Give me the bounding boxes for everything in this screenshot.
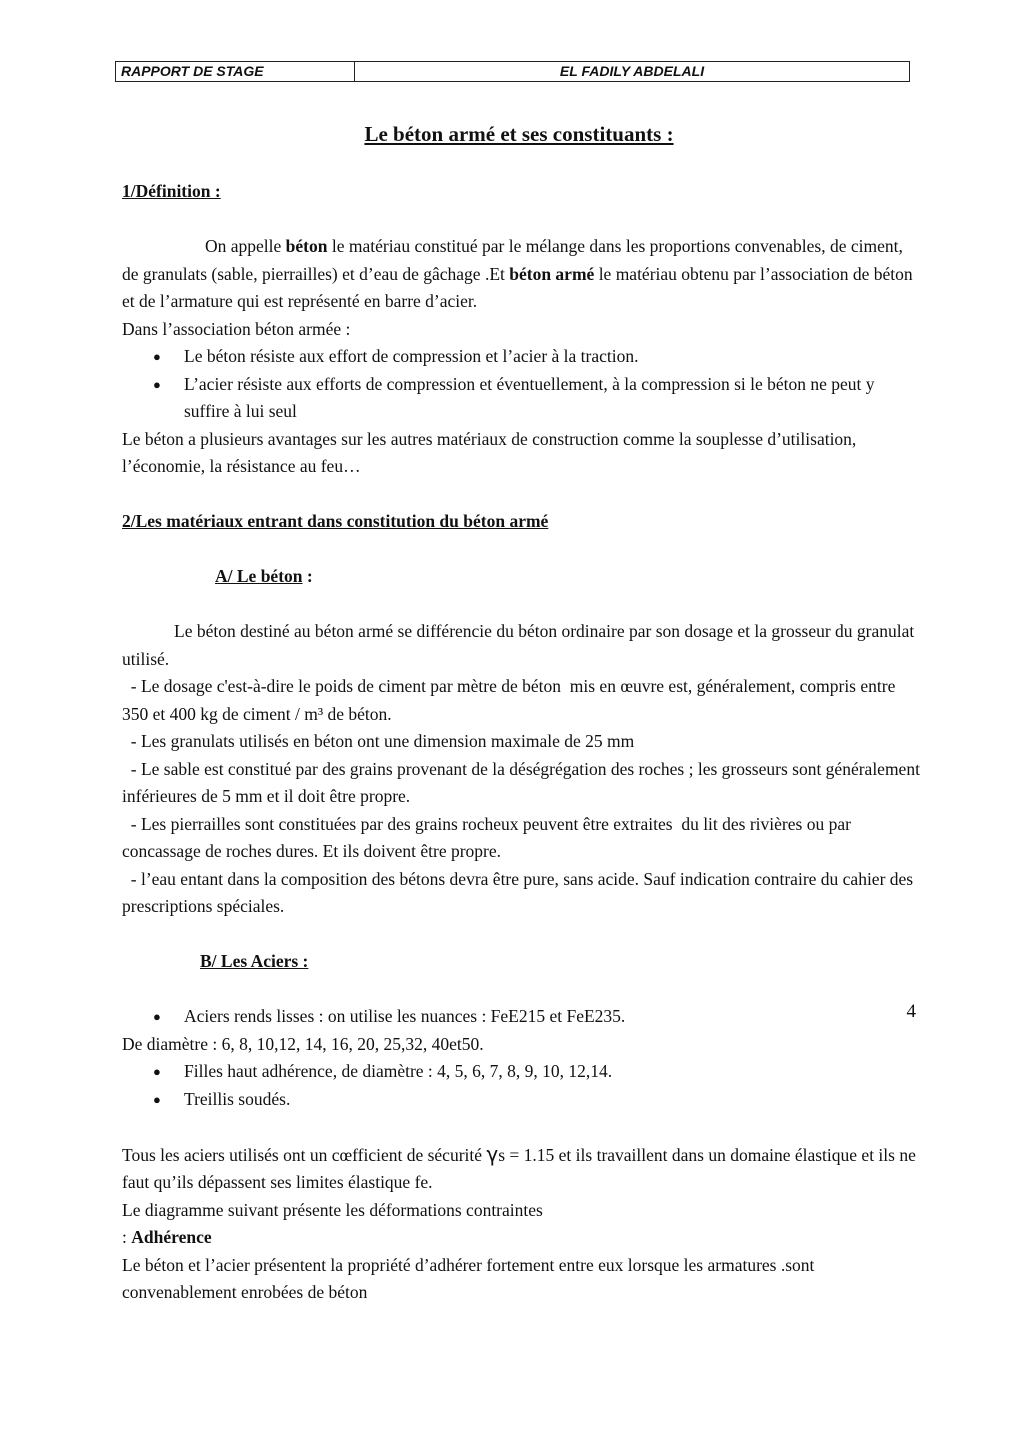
text-run: s = 1.15 et ils travaillent dans un domaine élastique et ils ne faut qu’ils dépassent ses limites élastique fe. [122,1144,916,1192]
list-item: - Le sable est constitué par des grains provenant de la déségrégation des roches ; les grosseurs sont généralement inférieures de 5 mm et il doit être propre. [122,758,925,806]
list-item: ● Treillis soudés. [122,1086,922,1114]
subsection-a-heading [122,563,922,591]
page-number: 4 [906,1001,916,1022]
definition-paragraph [122,233,922,316]
document-body [122,178,925,1307]
diagram-note: Le diagramme suivant présente les déformations contraintes [122,1199,543,1220]
list-item: - Le dosage c'est-à-dire le poids de ciment par mètre de béton mis en œuvre est, généralement, compris entre 350 et 400 kg de ciment / m³ de béton. [122,676,900,724]
text-run: le matériau obtenu par l’association de béton et de l’armature qui est représenté en barre d’acier. [122,263,913,311]
text-run: : [122,1227,132,1247]
text-run: On appelle [205,236,286,256]
advantages-paragraph: Le béton a plusieurs avantages sur les autres matériaux de construction comme la souplesse d’utilisation, l’économie, la résistance au feu… [122,428,857,476]
subsection-b-heading: B/ Les Aciers : [200,951,309,971]
document-title: Le béton armé et ses constituants : [364,122,674,146]
beton-paragraph: Le béton destiné au béton armé se différencie du béton ordinaire par son dosage et la grosseur du granulat utilisé. [122,621,915,669]
safety-coefficient-paragraph [122,1141,922,1197]
list-item: - Les granulats utilisés en béton ont une dimension maximale de 25 mm [122,731,635,751]
adherence-heading [122,1224,922,1252]
steel-list-2 [122,1058,922,1113]
adherence-label: Adhérence [131,1227,212,1247]
text-run: : [302,566,313,586]
header-report-label: RAPPORT DE STAGE [116,62,355,81]
term-beton: béton [285,236,328,256]
text-run: le matériau constitué par le mélange dans les proportions convenables, de ciment, de granulats (sable, pierrailles) et d’eau de gâchage .Et [122,236,903,284]
adherence-paragraph: Le béton et l’acier présentent la propriété d’adhérer fortement entre eux lorsque les armatures .sont convenablement enrobées de béton [122,1254,815,1302]
list-item: ● Aciers rends lisses : on utilise les nuances : FeE215 et FeE235. [122,1003,922,1031]
association-intro: Dans l’association béton armée : [122,318,351,339]
section-1-heading: 1/Définition : [122,181,221,201]
gamma-symbol: γ [486,1141,499,1166]
header-author: EL FADILY ABDELALI [559,63,705,79]
list-item: - Les pierrailles sont constituées par des grains rocheux peuvent être extraites du lit des rivières ou par concassage de roches dures. Et ils doivent être propre. [122,813,856,861]
term-beton-arme: béton armé [509,263,595,284]
diameter-line: De diamètre : 6, 8, 10,12, 14, 16, 20, 25,32, 40et50. [122,1033,484,1054]
list-item: ● L’acier résiste aux efforts de compression et éventuellement, à la compression si le béton ne peut y suffire à lui seul [122,371,922,426]
list-item: - l’eau entant dans la composition des bétons devra être pure, sans acide. Sauf indication contraire du cahier des prescriptions spéciales. [122,868,918,916]
list-item: ● Le béton résiste aux effort de compression et l’acier à la traction. [122,343,922,371]
section-2-heading: 2/Les matériaux entrant dans constitution du béton armé [122,511,549,531]
association-list [122,343,922,426]
page-header [115,61,910,82]
text-run: Tous les aciers utilisés ont un cœfficient de sécurité [122,1144,487,1165]
list-item: ● Filles haut adhérence, de diamètre : 4, 5, 6, 7, 8, 9, 10, 12,14. [122,1058,922,1086]
subsection-a-label: A/ Le béton [215,566,303,586]
